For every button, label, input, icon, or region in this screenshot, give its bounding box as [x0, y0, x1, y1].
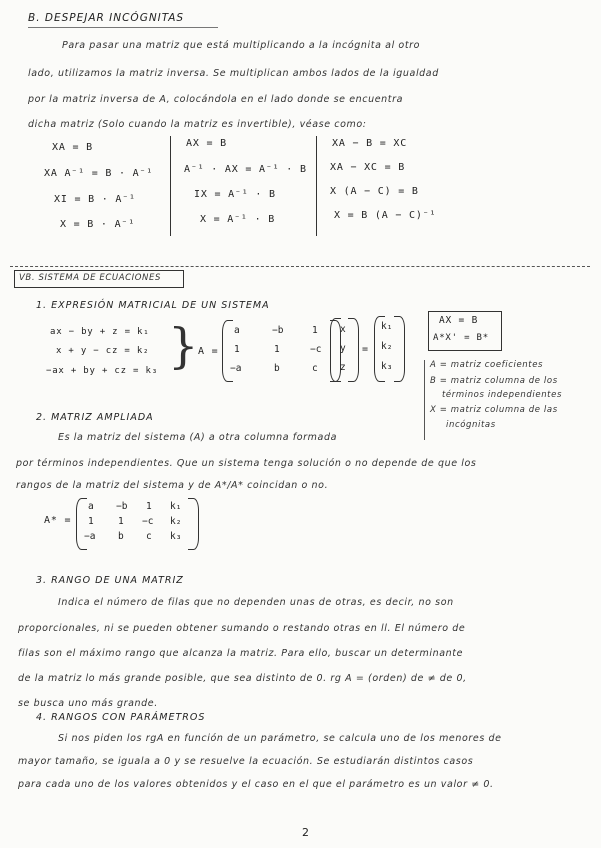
col2-eq-1: AX = B [186, 138, 227, 149]
matrix-a-cell: c [312, 363, 318, 374]
sub4-title: 4. RANGOS CON PARÁMETROS [36, 712, 206, 723]
sub4-line-3: para cada uno de los valores obtenidos y el caso en el que el parámetro es un valor ≠ 0. [18, 779, 494, 790]
matrix-astar-left-paren [76, 498, 87, 550]
system-eq-1: ax − by + z = k₁ [50, 327, 150, 337]
column-divider-1 [170, 136, 171, 236]
matrix-astar-cell: −a [84, 531, 96, 542]
col3-eq-1: XA − B = XC [332, 138, 408, 149]
col1-eq-1: XA = B [52, 142, 93, 153]
matrix-astar-cell: 1 [88, 516, 94, 527]
section-b-line-3: por la matriz inversa de A, colocándola en el lado donde se encuentra [28, 94, 404, 105]
vector-k-cell: k₃ [381, 361, 393, 372]
vector-x-right-paren [348, 318, 359, 382]
equals-sign: = [362, 344, 369, 355]
note-line-3: términos independientes [442, 390, 562, 400]
sub3-line-3: filas son el máximo rango que alcanza la matriz. Para ello, buscar un determinante [18, 648, 464, 659]
sub4-line-1: Si nos piden los rgA en función de un parámetro, se calcula uno de los menores de [58, 733, 502, 744]
sub2-line-2: por términos independientes. Que un sistema tenga solución o no depende de que los [16, 458, 477, 469]
boxed-eq-1: AX = B [439, 315, 479, 326]
matrix-a-cell: −a [230, 363, 242, 374]
col2-eq-4: X = A⁻¹ · B [200, 214, 276, 225]
vector-k-cell: k₂ [381, 341, 393, 352]
section-b-line-1: Para pasar una matriz que está multiplicando a la incógnita al otro [62, 40, 421, 51]
note-line-1: A = matriz coeficientes [430, 360, 544, 370]
sub4-line-2: mayor tamaño, se iguala a 0 y se resuelve la ecuación. Se estudiarán distintos casos [18, 756, 474, 767]
matrix-astar-cell: c [146, 531, 152, 542]
matrix-a-cell: 1 [234, 344, 240, 355]
col1-eq-3: XI = B · A⁻¹ [54, 194, 136, 205]
section-b-line-4: dicha matriz (Solo cuando la matriz es invertible), véase como: [28, 119, 367, 130]
sub3-line-2: proporcionales, ni se pueden obtener sumando o restando otras en ll. El número de [18, 623, 466, 634]
sub2-line-1: Es la matriz del sistema (A) a otra columna formada [58, 432, 338, 443]
col1-eq-4: X = B · A⁻¹ [60, 219, 136, 230]
matrix-astar-right-paren [188, 498, 199, 550]
vector-x-cell: x [340, 324, 346, 335]
title-underline [28, 27, 218, 28]
matrix-a-label: A = [198, 346, 219, 357]
matrix-astar-cell: k₃ [170, 531, 182, 542]
sub3-title: 3. RANGO DE UNA MATRIZ [36, 575, 184, 586]
boxed-eq-2: A*X' = B* [433, 333, 489, 343]
matrix-astar-cell: k₂ [170, 516, 182, 527]
matrix-a-cell: a [234, 325, 240, 336]
col2-eq-3: IX = A⁻¹ · B [194, 189, 276, 200]
system-brace: } [168, 318, 199, 374]
vector-k-cell: k₁ [381, 321, 393, 332]
section-divider [10, 266, 590, 267]
col1-eq-2: XA A⁻¹ = B · A⁻¹ [44, 168, 154, 179]
matrix-astar-cell: −b [116, 501, 128, 512]
system-eq-3: −ax + by + cz = k₃ [46, 366, 158, 376]
matrix-astar-cell: 1 [118, 516, 124, 527]
vector-k-right-paren [394, 316, 405, 382]
section-vb-header: VB. SISTEMA DE ECUACIONES [19, 273, 161, 283]
matrix-astar-cell: 1 [146, 501, 152, 512]
matrix-astar-label: A* = [44, 515, 72, 526]
matrix-a-cell: 1 [274, 344, 280, 355]
sub3-line-4: de la matriz lo más grande posible, que sea distinto de 0. rg A = (orden) de ≠ de 0, [18, 673, 467, 684]
matrix-astar-cell: b [118, 531, 124, 542]
notes-bar [424, 360, 425, 440]
vector-x-cell: z [340, 362, 346, 373]
sub1-title: 1. EXPRESIÓN MATRICIAL DE UN SISTEMA [36, 300, 270, 311]
matrix-a-cell: 1 [312, 325, 318, 336]
matrix-a-cell: −c [310, 344, 322, 355]
matrix-astar-cell: a [88, 501, 94, 512]
page-number: 2 [302, 826, 309, 839]
vector-k [374, 316, 404, 382]
col2-eq-2: A⁻¹ · AX = A⁻¹ · B [184, 164, 307, 175]
sub2-title: 2. MATRIZ AMPLIADA [36, 412, 154, 423]
note-line-4: X = matriz columna de las [430, 405, 558, 415]
vector-x-cell: y [340, 343, 346, 354]
section-b-title: B. DESPEJAR INCÓGNITAS [28, 12, 185, 24]
col3-eq-2: XA − XC = B [330, 162, 406, 173]
matrix-a-cell: b [274, 363, 280, 374]
boxed-matrix-equations [428, 311, 502, 351]
system-eq-2: x + y − cz = k₂ [56, 346, 150, 356]
matrix-astar-cell: k₁ [170, 501, 182, 512]
matrix-astar-cell: −c [142, 516, 154, 527]
col3-eq-4: X = B (A − C)⁻¹ [334, 210, 437, 221]
sub3-line-1: Indica el número de filas que no dependen unas de otras, es decir, no son [58, 597, 454, 608]
section-vb-header-box [14, 270, 184, 288]
note-line-2: B = matriz columna de los [430, 376, 558, 386]
sub2-line-3: rangos de la matriz del sistema y de A*/A* coincidan o no. [16, 480, 329, 491]
matrix-a-cell: −b [272, 325, 284, 336]
matrix-a [222, 320, 342, 382]
section-b-line-2: lado, utilizamos la matriz inversa. Se multiplican ambos lados de la igualdad [28, 68, 439, 79]
vector-x [330, 318, 358, 382]
column-divider-2 [316, 136, 317, 236]
note-line-5: incógnitas [446, 420, 496, 430]
sub3-line-5: se busca uno más grande. [18, 698, 158, 709]
col3-eq-3: X (A − C) = B [330, 186, 419, 197]
matrix-astar [76, 498, 200, 550]
